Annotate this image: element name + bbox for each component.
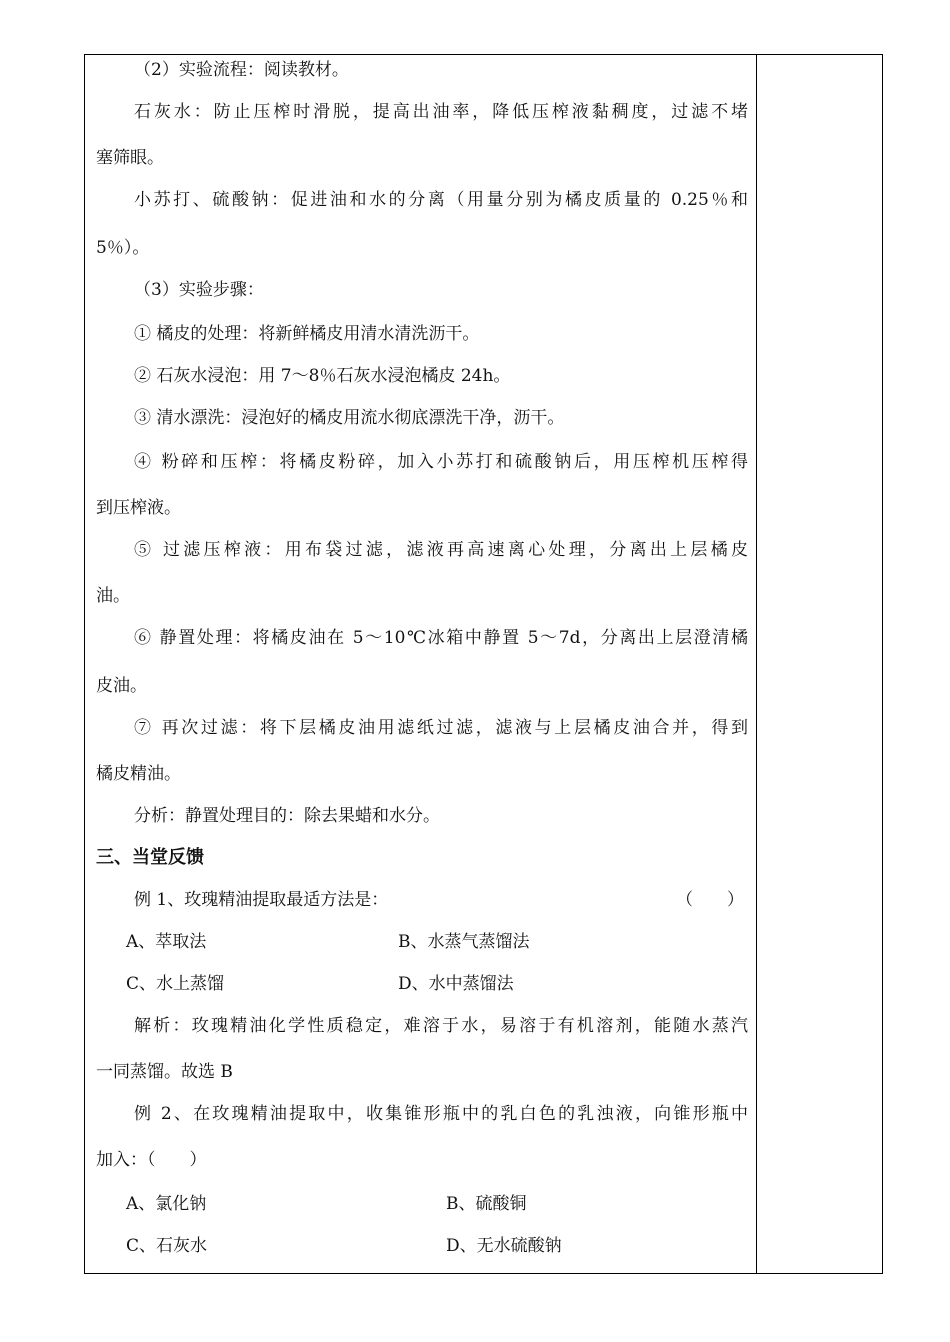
- soda-line2: 5％）。: [96, 238, 150, 258]
- question-1-option-a: A、萃取法: [126, 932, 207, 952]
- question-2-option-c: C、石灰水: [126, 1236, 208, 1256]
- question-2-option-a: A、氯化钠: [126, 1194, 207, 1214]
- question-2-option-d: D、无水硫酸钠: [446, 1236, 562, 1256]
- question-1-option-c: C、水上蒸馏: [126, 974, 225, 994]
- step-1: ① 橘皮的处理：将新鲜橘皮用清水清洗沥干。: [134, 324, 480, 344]
- step-7-line1: ⑦ 再次过滤：将下层橘皮油用滤纸过滤，滤液与上层橘皮油合并，得到: [134, 718, 748, 738]
- question-1-option-d: D、水中蒸馏法: [398, 974, 514, 994]
- column-divider: [756, 54, 757, 1274]
- step-6-line1: ⑥ 静置处理：将橘皮油在 5～10℃冰箱中静置 5～7d，分离出上层澄清橘: [134, 628, 748, 648]
- question-2-stem-line1: 例 2、在玫瑰精油提取中，收集锥形瓶中的乳白色的乳浊液，向锥形瓶中: [134, 1104, 748, 1124]
- question-1-explanation-line1: 解析：玫瑰精油化学性质稳定，难溶于水，易溶于有机溶剂，能随水蒸汽: [134, 1016, 748, 1036]
- step-4-line1: ④ 粉碎和压榨：将橘皮粉碎，加入小苏打和硫酸钠后，用压榨机压榨得: [134, 452, 748, 472]
- step-7-line2: 橘皮精油。: [96, 764, 181, 784]
- step-4-line2: 到压榨液。: [96, 498, 181, 518]
- question-1-explanation-line2: 一同蒸馏。故选 B: [96, 1062, 233, 1082]
- question-1-stem: 例 1、玫瑰精油提取最适方法是：: [134, 890, 389, 910]
- question-1-answer-blank: （ ）: [676, 890, 744, 910]
- question-2-option-b: B、硫酸铜: [446, 1194, 527, 1214]
- process-title: （2）实验流程：阅读教材。: [134, 60, 349, 80]
- step-3: ③ 清水漂洗：浸泡好的橘皮用流水彻底漂洗干净，沥干。: [134, 408, 565, 428]
- steps-title: （3）实验步骤：: [134, 280, 264, 300]
- question-1-option-b: B、水蒸气蒸馏法: [398, 932, 530, 952]
- analysis-line: 分析：静置处理目的：除去果蜡和水分。: [134, 806, 440, 826]
- lime-water-line2: 塞筛眼。: [96, 148, 164, 168]
- soda-line1: 小苏打、硫酸钠：促进油和水的分离（用量分别为橘皮质量的 0.25％和: [134, 190, 748, 210]
- step-6-line2: 皮油。: [96, 676, 147, 696]
- lime-water-line1: 石灰水：防止压榨时滑脱，提高出油率，降低压榨液黏稠度，过滤不堵: [134, 102, 748, 122]
- step-5-line1: ⑤ 过滤压榨液：用布袋过滤，滤液再高速离心处理，分离出上层橘皮: [134, 540, 748, 560]
- step-5-line2: 油。: [96, 586, 130, 606]
- step-2: ② 石灰水浸泡：用 7～8％石灰水浸泡橘皮 24h。: [134, 366, 511, 386]
- question-2-stem-line2: 加入：（ ）: [96, 1150, 207, 1170]
- section-heading-feedback: 三、当堂反馈: [96, 847, 204, 868]
